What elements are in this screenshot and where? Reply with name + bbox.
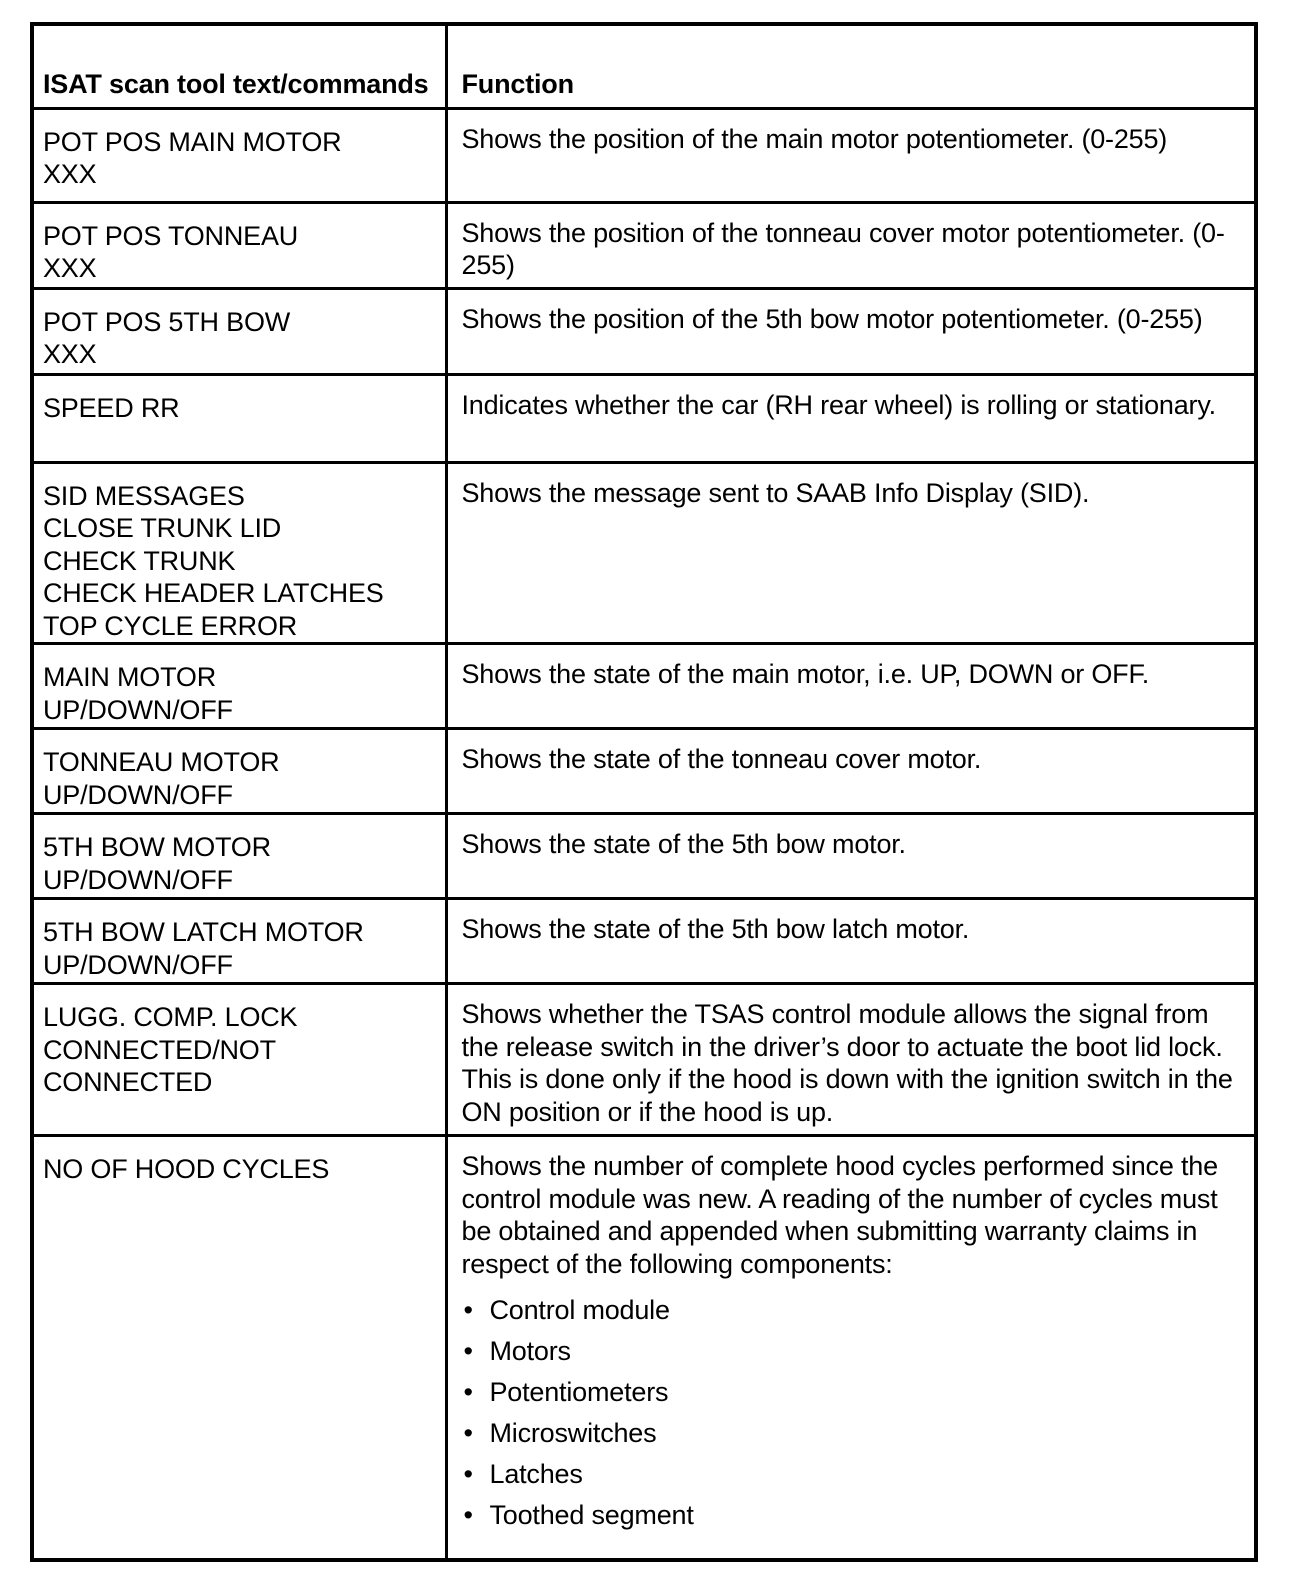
header-cell-commands: ISAT scan tool text/commands bbox=[32, 24, 446, 108]
table-row bbox=[32, 984, 1256, 1136]
function-cell: Shows the position of the tonneau cover motor potentiometer. (0-255) bbox=[446, 202, 1256, 288]
command-cell bbox=[32, 1136, 446, 1561]
list-item: • Motors bbox=[462, 1335, 1243, 1368]
component-list bbox=[462, 1294, 1243, 1532]
command-line: 5TH BOW LATCH MOTOR bbox=[43, 917, 364, 947]
command-line: XXX bbox=[43, 339, 97, 369]
command-line: CHECK HEADER LATCHES bbox=[43, 578, 384, 608]
command-cell bbox=[32, 814, 446, 899]
list-item: • Latches bbox=[462, 1458, 1243, 1491]
command-line: CONNECTED bbox=[43, 1067, 213, 1097]
command-cell bbox=[32, 462, 446, 644]
command-cell bbox=[32, 108, 446, 202]
command-cell bbox=[32, 374, 446, 462]
command-line: UP/DOWN/OFF bbox=[43, 864, 233, 895]
header-cell-function: Function bbox=[446, 24, 1256, 108]
list-item: • Microswitches bbox=[462, 1417, 1243, 1450]
table-row bbox=[32, 108, 1256, 202]
command-cell bbox=[32, 644, 446, 729]
command-line: CONNECTED/NOT bbox=[43, 1034, 276, 1065]
table-row bbox=[32, 644, 1256, 729]
command-line: CHECK TRUNK bbox=[43, 545, 236, 576]
command-line: POT POS 5TH BOW bbox=[43, 306, 291, 337]
command-cell bbox=[32, 202, 446, 288]
command-line: POT POS TONNEAU bbox=[43, 220, 299, 251]
function-cell: Shows the message sent to SAAB Info Display (SID). bbox=[446, 462, 1256, 644]
command-cell bbox=[32, 984, 446, 1136]
table-row bbox=[32, 202, 1256, 288]
function-cell: Shows the state of the tonneau cover motor. bbox=[446, 729, 1256, 814]
function-cell bbox=[446, 1136, 1256, 1561]
command-line: XXX bbox=[43, 253, 97, 283]
table-row bbox=[32, 374, 1256, 462]
command-line: MAIN MOTOR bbox=[43, 662, 216, 692]
command-line: UP/DOWN/OFF bbox=[43, 694, 233, 725]
table-header-row bbox=[32, 24, 1256, 108]
list-item: • Potentiometers bbox=[462, 1376, 1243, 1409]
command-cell bbox=[32, 288, 446, 374]
isat-command-table bbox=[30, 22, 1258, 1562]
command-cell bbox=[32, 899, 446, 984]
command-line: TONNEAU MOTOR bbox=[43, 747, 280, 777]
command-cell bbox=[32, 729, 446, 814]
table-row bbox=[32, 814, 1256, 899]
function-cell: Shows whether the TSAS control module allows the signal from the release switch in the driver’s door to actuate the boot lid lock. This is done only if the hood is down with the ignition switch in the ON position or if the hood is up. bbox=[446, 984, 1256, 1136]
command-line: NO OF HOOD CYCLES bbox=[43, 1154, 330, 1184]
function-cell: Shows the position of the main motor potentiometer. (0-255) bbox=[446, 108, 1256, 202]
list-item: • Control module bbox=[462, 1294, 1243, 1327]
table-row bbox=[32, 729, 1256, 814]
command-line: TOP CYCLE ERROR bbox=[43, 610, 298, 641]
command-line: LUGG. COMP. LOCK bbox=[43, 1002, 298, 1032]
function-cell: Shows the state of the 5th bow motor. bbox=[446, 814, 1256, 899]
table-row bbox=[32, 899, 1256, 984]
function-cell: Indicates whether the car (RH rear wheel) is rolling or stationary. bbox=[446, 374, 1256, 462]
table-row bbox=[32, 1136, 1256, 1561]
function-text: Shows the number of complete hood cycles performed since the control module was new. A reading of the number of cycles must be obtained and appended when submitting warranty claims in respect of the following components: bbox=[461, 1151, 1218, 1279]
command-line: POT POS MAIN MOTOR bbox=[43, 126, 342, 157]
function-cell: Shows the position of the 5th bow motor potentiometer. (0-255) bbox=[446, 288, 1256, 374]
command-line: 5TH BOW MOTOR bbox=[43, 832, 271, 862]
table-row bbox=[32, 462, 1256, 644]
command-line: CLOSE TRUNK LID bbox=[43, 513, 282, 543]
command-line: UP/DOWN/OFF bbox=[43, 779, 233, 810]
command-line: XXX bbox=[43, 159, 97, 189]
table-row bbox=[32, 288, 1256, 374]
function-cell: Shows the state of the main motor, i.e. UP, DOWN or OFF. bbox=[446, 644, 1256, 729]
command-line: UP/DOWN/OFF bbox=[43, 949, 233, 980]
command-line: SPEED RR bbox=[43, 392, 180, 423]
function-cell: Shows the state of the 5th bow latch motor. bbox=[446, 899, 1256, 984]
list-item: • Toothed segment bbox=[462, 1499, 1243, 1532]
command-line: SID MESSAGES bbox=[43, 480, 245, 511]
